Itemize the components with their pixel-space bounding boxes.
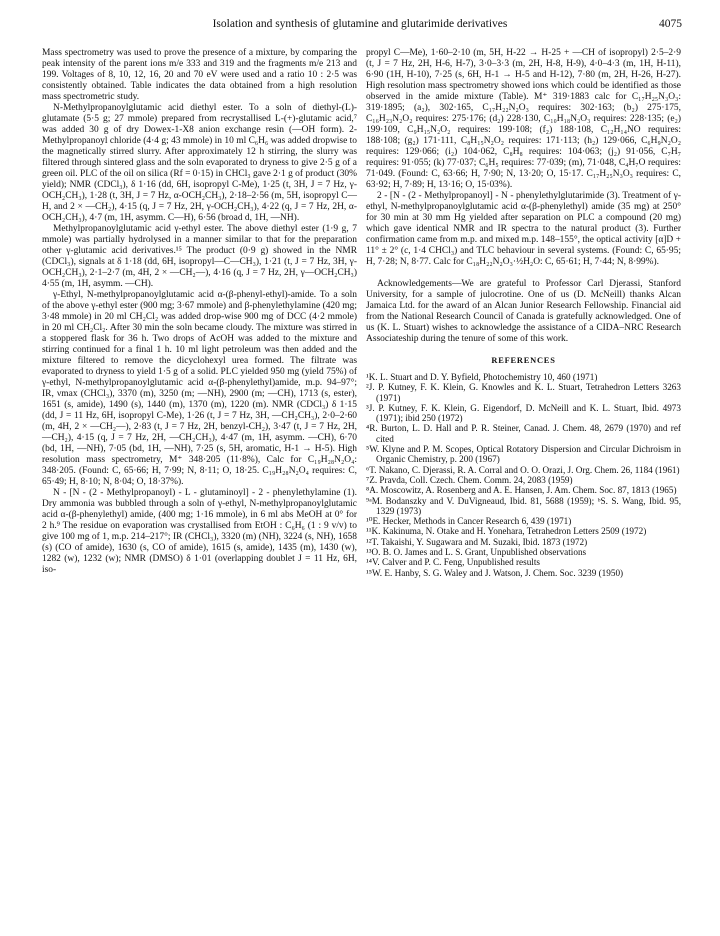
reference-item: ¹³O. B. O. James and L. S. Grant, Unpublished observations <box>366 547 587 558</box>
reference-item: ¹⁴V. Calver and P. C. Feng, Unpublished results <box>366 557 540 568</box>
reference-item: ²J. P. Kutney, F. K. Klein, G. Knowles and K. L. Stuart, Tetrahedron Letters 3263 (1971) <box>366 382 681 403</box>
reference-item: ¹²T. Takaishi, Y. Sugawara and M. Suzaki, Ibid. 1873 (1972) <box>366 536 588 547</box>
reference-item: ⁴R. Burton, L. D. Hall and P. R. Steiner, Canad. J. Chem. 48, 2679 (1970) and ref cited <box>366 423 681 444</box>
paragraph-glutarimide: 2 - [N - (2 - Methylpropanoyl] - N - phenylethylglutarimide (3). Treatment of γ-ethyl, N-methylpropanoylglutamic acid α-(β-phenylethyl) amide (35 mg) at 250° for 30 min at 30 mm Hg yielded after separation on PLC a compound (20 mg) which gave identical NMR and IR spectra to the natural product (3). Further confirmation came from m.p. and mixed m.p. 148–155°, the optical activity [α]D + 11° ± 2° (c, 1·4 CHCl₃) and TLC behaviour in several systems. (Found: C, 65·95; H, 7·28; N, 8·77. Calc for C₁₈H₂₂N₂O₃·½H₂O: C, 65·61; H, 7·44; N, 8·99%). <box>366 191 681 267</box>
running-title: Isolation and synthesis of glutamine and glutarimide derivatives <box>212 18 508 30</box>
reference-item: ⁷Z. Pravda, Coll. Czech. Chem. Comm. 24, 2083 (1959) <box>366 474 573 485</box>
reference-item: ¹¹K. Kakinuma, N. Otake and H. Yonehara, Tetrahedron Letters 2509 (1972) <box>366 526 647 537</box>
right-column <box>366 48 681 578</box>
reference-item: ⁶T. Nakano, C. Djerassi, R. A. Corral and O. O. Orazi, J. Org. Chem. 26, 1184 (1961) <box>366 464 680 475</box>
acknowledgements: Acknowledgements—We are grateful to Professor Carl Djerassi, Stanford University, for a sample of julocrotine. One of us (D. McNeill) thanks Alcan Jamaica Ltd. for the award of an Alcan Junior Research Fellowship. Financial aid from the National Research Council of Canada is gratefully acknowledged. One of us (K. L. Stuart) wishes to acknowledge the assistance of a CIDA–NRC Research Associateship during the tenure of some of this work. <box>366 279 681 344</box>
paragraph-mass-spec: Mass spectrometry was used to prove the presence of a mixture, by comparing the peak intensity of the parent ions m/e 333 and 319 and the fragments m/e 213 and 199. Voltages of 8, 10, 12, 16, 20 and 70 eV were used and a ratio 10 : 2·5 was consistently obtained. Table indicates the data obtained from a high resolution mass spectrometric study. <box>42 48 357 102</box>
paragraph-diethyl-ester: N-Methylpropanoylglutamic acid diethyl ester. To a soln of diethyl-(L)-glutamate (5·5 g; 27 mmole) prepared from recrystallised L-(+)-glutamic acid,⁷ was added 30 g of dry Dowex-1-X8 anion exchange resin (—OH form). 2-Methylpropanoyl chloride (4·4 g; 43 mmole) in 10 ml C₆H₆ was added dropwise to the magnetically stirred slurry. After approximately 12 h stirring, the slurry was filtered through sintered glass and the soln evaporated to dryness to give 2·5 g of a green oil. PLC of the oil on silica (Rf = 0·15) in CHCl₃ gave 2·1 g of product (30% yield); NMR (CDCl₃), δ 1·16 (dd, 6H, isopropyl C-Me), 1·25 (t, 3H, J = 7 Hz, γ-OCH₂CH₃), 1·28 (t, 3H, J = 7 Hz, α-OCH₂CH₃), 2·18–2·56 (m, 5H, isopropyl C—H, and 2 × —CH₂), 4·15 (q, J = 7 Hz, 2H, γ-OCH₂CH₃), 4·22 (q, J = 7 Hz, 2H, α-OCH₂CH₃), 4·7 (m, 1H, asymm. C—H), 6·56 (broad d, 1H, —NH). <box>42 103 358 223</box>
reference-item: ¹K. L. Stuart and D. Y. Byfield, Photochemistry 10, 460 (1971) <box>366 372 598 382</box>
paragraph-continued-nmr: propyl C—Me), 1·60–2·10 (m, 5H, H-22 → H-25 + —CH of isopropyl) 2·5–2·9 (t, J = 7 Hz, 2H, H-6, H-7), 3·0–3·3 (m, 2H, H-8, H-9), 4·0–4·3 (m, 1H, H-11), 6·90 (1H, H-10), 7·25 (s, 6H, H-1 → H-5 and H-12), 7·80 (m, 2H, H-26, H-27). High resolution mass spectrometry showed ions which could be identified as those observed in the amide mixture (Table). M⁺ 319·1883 calc for C₁₇H₂₅N₃O₃: 319·1895; (a₂), 302·165, C₁₇H₂₂N₂O₃ requires: 302·163; (b₂) 275·175, C₁₆H₂₃N₂O₂ requires: 275·176; (d₂) 228·130, C₁₀H₁₈N₂O₃ requires: 228·135; (e₂) 199·109, C₉H₁₅N₂O₂ requires: 199·108; (f₂) 188·108, C₁₂H₁₄NO requires: 188·108; (g₂) 171·111, C₈H₁₅N₂O₂ requires: 171·113; (h₂) 129·066, C₆H₉N₂O₂ requires: 129·066; (i₂) 104·062, C₈H₈ requires: 104·063; (j₂) 91·056, C₇H₇ requires: 91·055; (k) 77·037; C₆H₅ requires: 77·039; (m), 71·048, C₄H₇O requires: 71·049. (Found: C, 63·66; H, 7·90; N, 13·20; O, 15·17. C₁₇H₂₅N₃O₃ requires: C, 63·92; H, 7·89; H, 13·16; O, 15·03%). <box>366 48 681 190</box>
references-list <box>366 372 681 578</box>
paragraph-phenylethyl-amide: γ-Ethyl, N-methylpropanoylglutamic acid α-(β-phenyl-ethyl)-amide. To a soln of the above γ-ethyl ester (900 mg; 3·67 mmole) and β-phenylethylamine (420 mg; 3·48 mmole) in 20 ml CH₂Cl₂ was added drop-wise 900 mg of DCC (4·2 mmole) in 20 ml CH₂Cl₂. After 30 min the soln became cloudy. The mixture was stirred in a stoppered flask for 36 h. Two drops of AcOH was added to the mixture and stirring continued for a final 1 h. 10 ml light petroleum was then added and the mixture filtered to remove the dicyclohexyl urea formed. The filtrate was evaporated to dryness to yield 1·5 g of a solid. PLC yielded 950 mg (yield 75%) of γ-ethyl, N-methylpropanoylglutamic acid α-(β-phenylethyl)amide, m.p. 94–97°; IR, νmax (CHCl₃), 3370 (m), 3250 (m; —NH), 2900 (m; —CH), 1713 (s, ester), 1651 (s, amide), 1490 (s), 1440 (m), 1370 (m), 1220 (m). NMR (CDCl₃) δ 1·15 (dd, J = 11 Hz, 6H, isopropyl C-Me), 1·26 (t, J = 7 Hz, 3H, —CH₂CH₃), 2·0–2·60 (m, 4H, 2 × —CH₂—), 2·83 (t, J = 7 Hz, 2H, benzyl-CH₂), 3·47 (t, J = 7 Hz, 2H, —CH₂), 4·15 (q, J = 7 Hz, 2H, —CH₂CH₃), 4·47 (m, 1H, asymm. —CH), 6·70 (bd, 1H, —NH), 7·05 (bd, 1H, —NH), 7·25 (s, 5H, aromatic, H-1 → H-5). High resolution mass spectrometry, M⁺ 348·205 (11·8%), Calc for C₁₉H₂₈N₂O₄: 348·205. (Found: C, 65·66; H, 7·99; N, 8·11; O, 18·25. C₁₉H₂₈N₂O₄ requires: C, 65·49; H, 8·10; N, 8·04; O, 18·37%). <box>42 290 357 487</box>
page-number: 4075 <box>659 18 682 30</box>
reference-item: ⁵W. Klyne and P. M. Scopes, Optical Rotatory Dispersion and Circular Dichroism in Organic Chemistry, p. 200 (1967) <box>366 444 681 465</box>
left-column <box>42 48 357 576</box>
reference-item: ³J. P. Kutney, F. K. Klein, G. Eigendorf, D. McNeill and K. L. Stuart, Ibid. 4973 (1971); ibid 250 (1972) <box>366 402 681 424</box>
reference-item: ¹⁰E. Hecker, Methods in Cancer Research 6, 439 (1971) <box>366 516 572 527</box>
reference-item: ¹⁵W. E. Hanby, S. G. Waley and J. Watson, J. Chem. Soc. 3239 (1950) <box>366 567 624 578</box>
reference-item: ⁸A. Moscowitz, A. Rosenberg and A. E. Hansen, J. Am. Chem. Soc. 87, 1813 (1965) <box>366 485 677 496</box>
paragraph-glutaminoyl: N - [N - (2 - Methylpropanoyl) - L - glutaminoyl] - 2 - phenylethylamine (1). Dry ammonia was bubbled through a soln of γ-ethyl, N-methylpropanoylglutamic acid α-(β-phenylethyl) amide, (400 mg; 1·16 mmole), in 6 ml abs MeOH at 0° for 2 h.⁹ The residue on evaporation was crystallised from EtOH : C₆H₆ (1 : 9 v/v) to give 100 mg of 1, m.p. 214–217°; IR (CHCl₃), 3320 (m) (NH), 3224 (s, NH), 1658 (s) (CO of amide), 1630 (s, CO of amide), 1615 (s, amide), 1435 (m), 1430 (w), 1282 (w), 1232 (w); NMR (DMSO) δ 1·01 (overlapping doublet J = 11 Hz, 6H, iso- <box>42 488 357 575</box>
running-header <box>0 18 720 34</box>
paragraph-gamma-ethyl-ester: Methylpropanoylglutamic acid γ-ethyl ester. The above diethyl ester (1·9 g, 7 mmole) was partially hydrolysed in a manner similar to that for the preparation other γ-glutamic acid derivatives.¹⁵ The product (0·9 g) showed in the NMR (CDCl₃), signals at δ 1·18 (dd, 6H, isopropyl—C—CH₃), 1·21 (t, J = 7 Hz, 3H, γ-OCH₂CH₃), 2·1–2·7 (m, 4H, 2 × —CH₂—), 4·16 (q, J = 7 Hz, 2H, γ—OCH₂CH₃) 4·55 (m, 1H, asymm. —CH). <box>42 224 357 289</box>
reference-item: ⁹ᵃM. Bodanszky and V. DuVigneaud, Ibid. 81, 5688 (1959); ᵇS. S. Wang, Ibid. 95, 1329 (1973) <box>366 495 681 516</box>
references-heading: REFERENCES <box>491 356 556 365</box>
